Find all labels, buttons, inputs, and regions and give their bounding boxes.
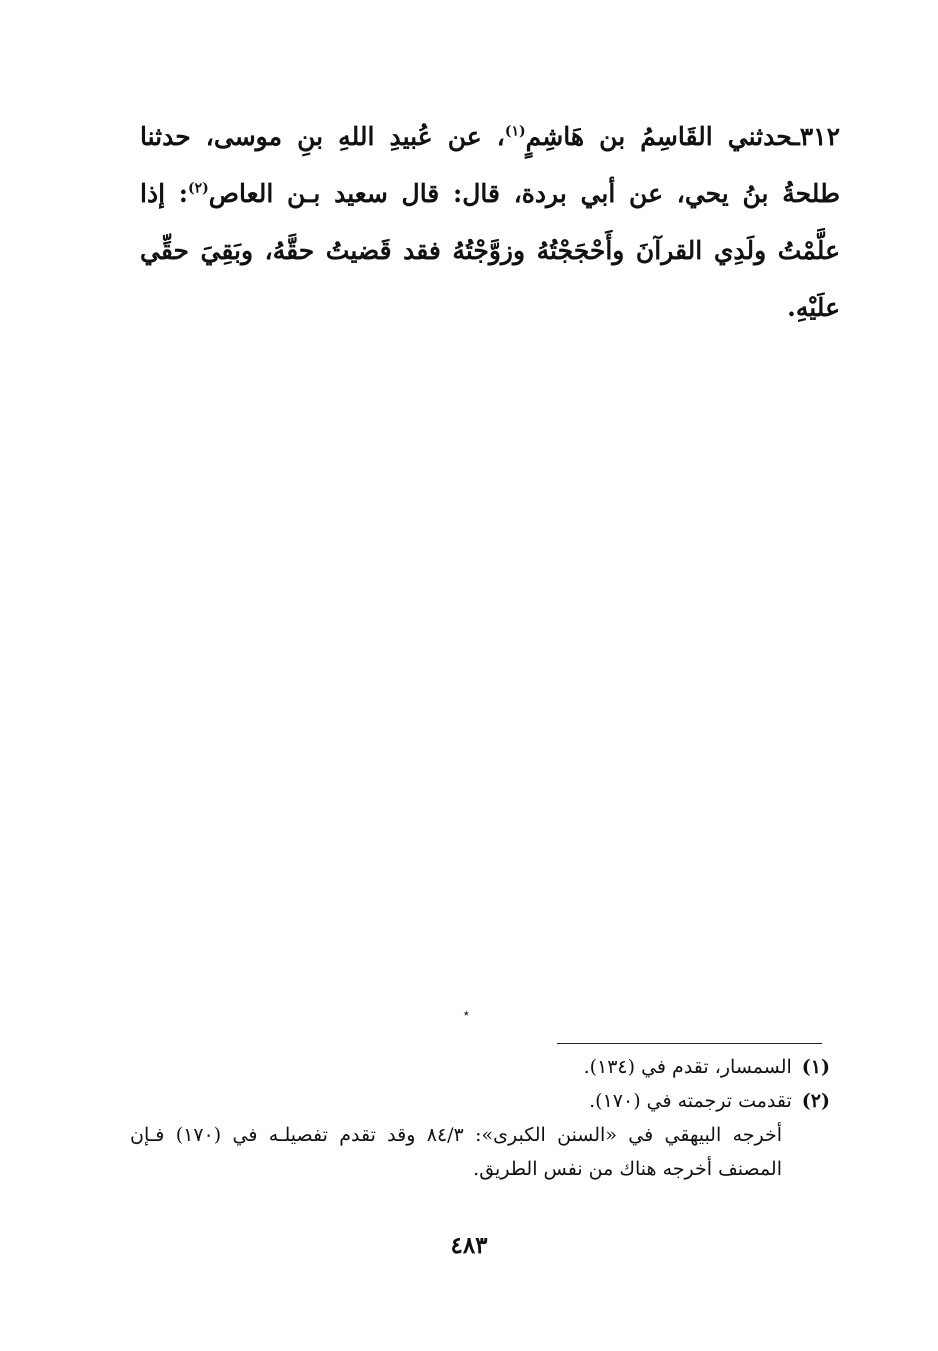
- footnote-1: [130, 1050, 830, 1084]
- hadith-separator: ـ: [792, 122, 800, 151]
- hadith-block: [140, 108, 840, 336]
- footnote-2-number: (٢): [801, 1090, 830, 1112]
- footnote-1-number: (١): [801, 1056, 830, 1078]
- hadith-number: ٣١٢: [799, 122, 841, 151]
- footnote-ref-2[interactable]: (٢): [188, 180, 209, 197]
- footnote-divider: [557, 1043, 822, 1044]
- footnote-2: [130, 1084, 830, 1118]
- page-number: ٤٨٣: [450, 1232, 488, 1259]
- footnote-1-text: السمسار، تقدم في (١٣٤).: [583, 1056, 792, 1078]
- stray-mark: ٭: [463, 1006, 470, 1020]
- footnote-2-text: تقدمت ترجمته في (١٧٠).: [589, 1090, 792, 1112]
- hadith-text-part3: : إذا علَّمْتُ ولَدِي القرآنَ وأَحْجَجْتُهُ وزوَّجْتُهُ فقد قَضيتُ حقَّهُ، وبَقِيَ حقِّي علَيْهِ.: [140, 179, 840, 322]
- footnote-2-continuation: أخرجه البيهقي في «السنن الكبرى»: ٨٤/٣ وقد تقدم تفصيلـه في (١٧٠) فـإن المصنف أخرجه هناك من نفس الطريق.: [130, 1124, 783, 1180]
- hadith-text-part2: ، عن عُبيدِ اللهِ بنِ موسى، حدثنا طلحةُ بنُ يحي، عن أبي بردة، قال: قال سعيد بـن العاص: [140, 122, 840, 208]
- footnote-ref-1[interactable]: (١): [504, 123, 526, 140]
- footnotes-section: [130, 1050, 830, 1186]
- hadith-paragraph: [140, 108, 840, 336]
- hadith-text-part1: حدثني القَاسِمُ بن هَاشِمٍ: [525, 122, 793, 151]
